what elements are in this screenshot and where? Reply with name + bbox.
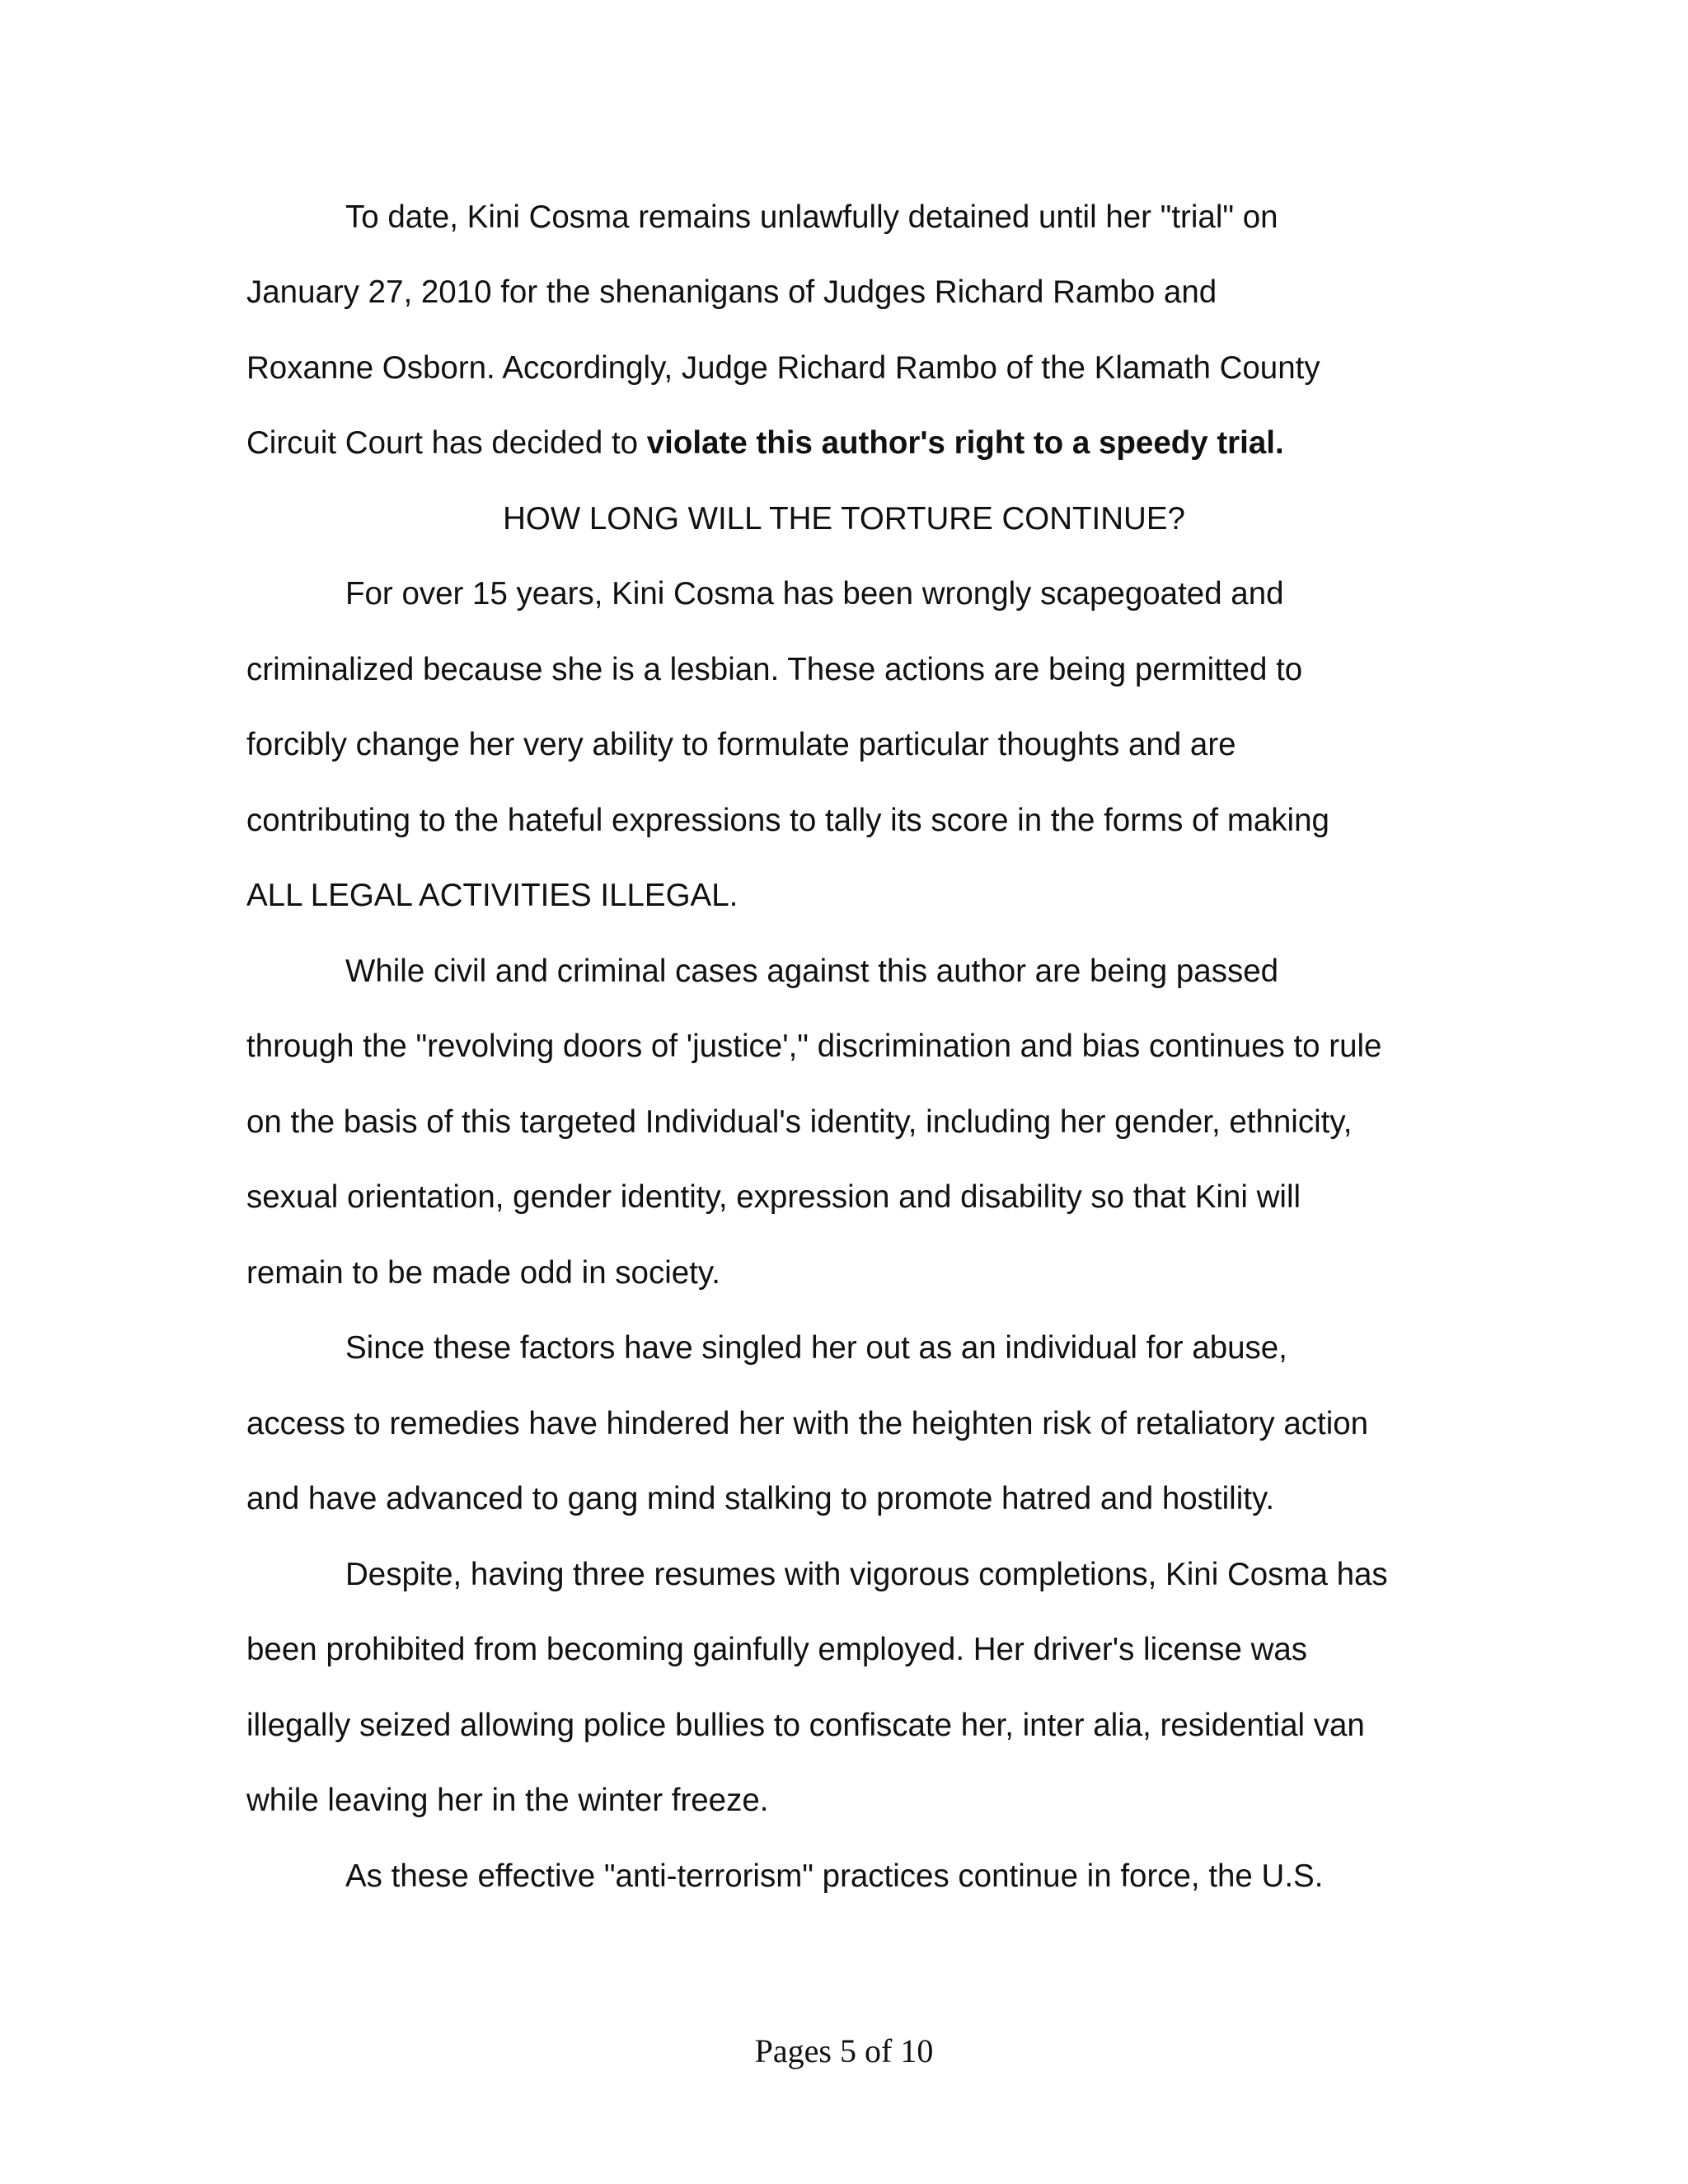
body-line: Since these factors have singled her out as an individual for abuse,	[345, 1330, 1287, 1366]
page-number-footer: Pages 5 of 10	[754, 2032, 934, 2069]
body-line: January 27, 2010 for the shenanigans of Judges Richard Rambo and	[246, 274, 1217, 310]
section-heading: HOW LONG WILL THE TORTURE CONTINUE?	[503, 501, 1185, 537]
body-line: For over 15 years, Kini Cosma has been wrongly scapegoated and	[345, 576, 1284, 612]
body-line: contributing to the hateful expressions to tally its score in the forms of making	[246, 803, 1329, 838]
body-line-mixed	[246, 424, 1284, 463]
body-line: through the "revolving doors of 'justice'," discrimination and bias continues to rule	[246, 1029, 1382, 1064]
body-line: Despite, having three resumes with vigorous completions, Kini Cosma has	[345, 1557, 1388, 1592]
body-line: Roxanne Osborn. Accordingly, Judge Richard Rambo of the Klamath County	[246, 350, 1320, 386]
body-line: To date, Kini Cosma remains unlawfully detained until her "trial" on	[345, 199, 1278, 235]
body-line: remain to be made odd in society.	[246, 1255, 720, 1291]
body-line: sexual orientation, gender identity, expression and disability so that Kini will	[246, 1179, 1301, 1215]
body-line: access to remedies have hindered her with the heighten risk of retaliatory action	[246, 1406, 1369, 1441]
body-line: while leaving her in the winter freeze.	[246, 1783, 769, 1818]
body-line: forcibly change her very ability to formulate particular thoughts and are	[246, 727, 1236, 762]
bold-emphasis: violate this author's right to a speedy trial.	[646, 425, 1284, 461]
body-text: Circuit Court has decided to	[246, 425, 647, 461]
body-line: criminalized because she is a lesbian. These actions are being permitted to	[246, 652, 1303, 687]
body-line: been prohibited from becoming gainfully employed. Her driver's license was	[246, 1632, 1308, 1667]
body-line: While civil and criminal cases against this author are being passed	[345, 954, 1279, 989]
body-line: As these effective "anti-terrorism" practices continue in force, the U.S.	[345, 1858, 1324, 1894]
body-line: and have advanced to gang mind stalking to promote hatred and hostility.	[246, 1481, 1275, 1516]
body-line: on the basis of this targeted Individual's identity, including her gender, ethnicity,	[246, 1104, 1353, 1140]
body-line: illegally seized allowing police bullies to confiscate her, inter alia, residential van	[246, 1708, 1365, 1743]
body-line: ALL LEGAL ACTIVITIES ILLEGAL.	[246, 878, 738, 913]
